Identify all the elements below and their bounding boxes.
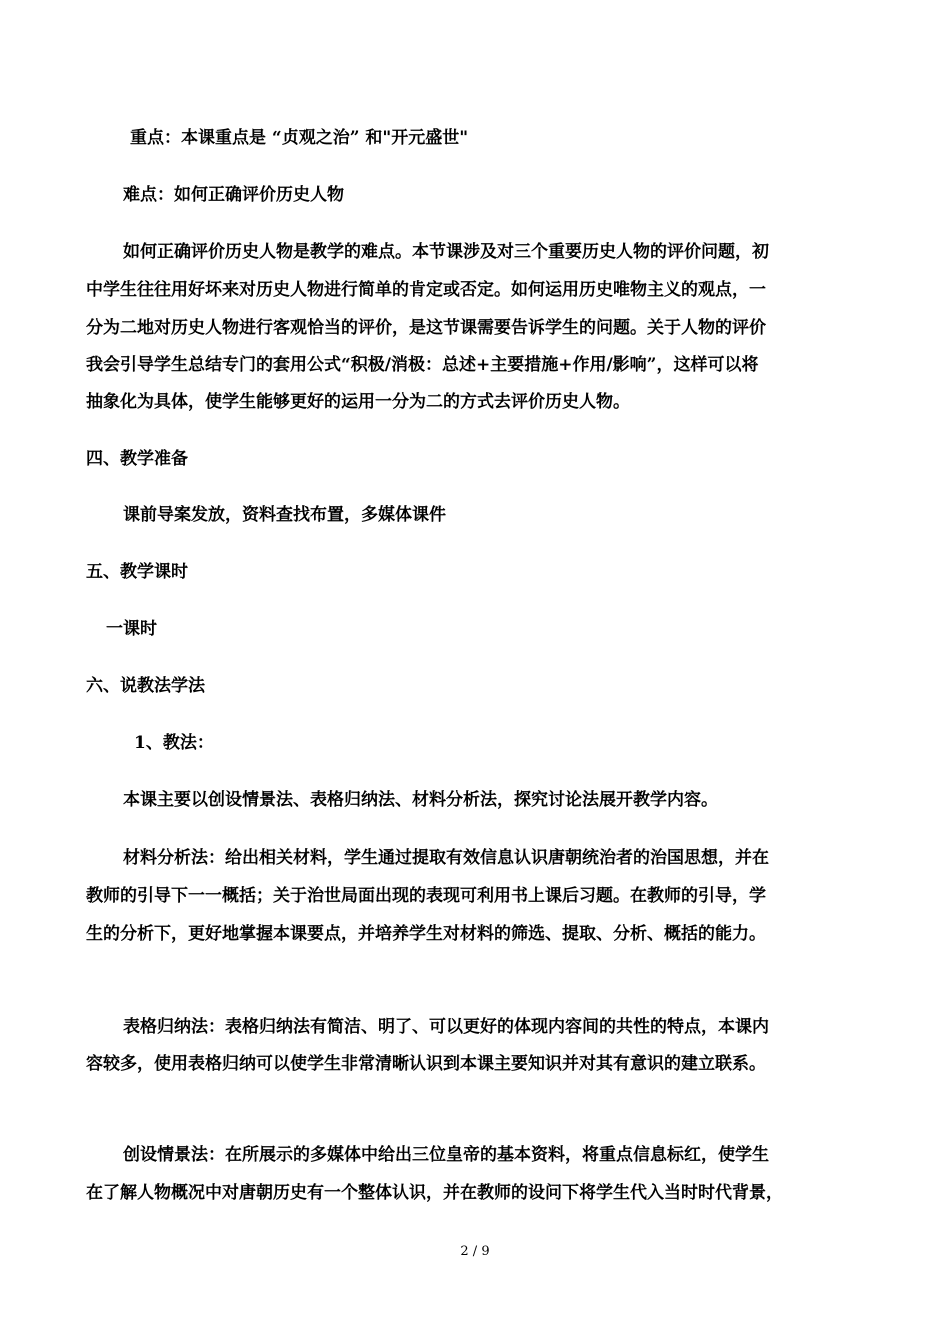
paragraph-line: 中学生往往用好坏来对历史人物进行简单的肯定或否定。如何运用历史唯物主义的观点，一: [86, 280, 766, 300]
section6-heading: 六、说教法学法: [86, 676, 205, 696]
section5-heading: 五、教学课时: [86, 562, 188, 582]
section4-body: 课前导案发放，资料查找布置，多媒体课件: [123, 505, 446, 525]
paragraph-line: 抽象化为具体，使学生能够更好的运用一分为二的方式去评价历史人物。: [86, 392, 630, 412]
section4-heading: 四、教学准备: [86, 449, 188, 469]
paragraph-line: 如何正确评价历史人物是教学的难点。本节课涉及对三个重要历史人物的评价问题，初: [123, 242, 769, 262]
difficulty-line: 难点：如何正确评价历史人物: [123, 185, 344, 205]
paragraph-line: 创设情景法：在所展示的多媒体中给出三位皇帝的基本资料，将重点信息标红，使学生: [123, 1145, 769, 1165]
section5-body: 一课时: [106, 619, 157, 639]
paragraph-line: 分为二地对历史人物进行客观恰当的评价，是这节课需要告诉学生的问题。关于人物的评价: [86, 318, 766, 338]
sub1-heading: 1、教法：: [134, 733, 214, 753]
paragraph-line: 容较多，使用表格归纳可以使学生非常清晰认识到本课主要知识并对其有意识的建立联系。: [86, 1054, 766, 1074]
paragraph-line: 材料分析法：给出相关材料，学生通过提取有效信息认识唐朝统治者的治国思想，并在: [123, 848, 769, 868]
focus-line: 重点：本课重点是 “贞观之治” 和"开元盛世": [130, 128, 469, 148]
paragraph-line: 教师的引导下一一概括；关于治世局面出现的表现可利用书上课后习题。在教师的引导，学: [86, 886, 766, 906]
methods-intro: 本课主要以创设情景法、表格归纳法、材料分析法，探究讨论法展开教学内容。: [123, 790, 718, 810]
paragraph-line: 我会引导学生总结专门的套用公式“积极/消极：总述+主要措施+作用/影响”，这样可以将: [86, 355, 759, 375]
paragraph-line: 表格归纳法：表格归纳法有简洁、明了、可以更好的体现内容间的共性的特点，本课内: [123, 1017, 769, 1037]
paragraph-line: 生的分析下，更好地掌握本课要点，并培养学生对材料的筛选、提取、分析、概括的能力。: [86, 924, 766, 944]
paragraph-line: 在了解人物概况中对唐朝历史有一个整体认识，并在教师的设问下将学生代入当时时代背景，: [86, 1183, 783, 1203]
page-number: 2 / 9: [460, 1244, 490, 1259]
